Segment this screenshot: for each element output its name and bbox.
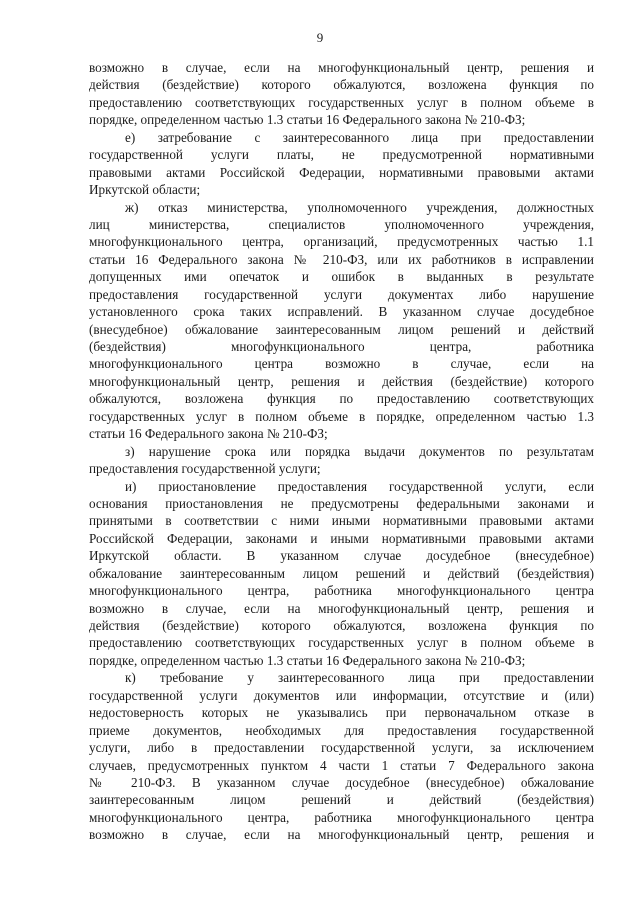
- page-number: 9: [316, 30, 324, 45]
- text-line: Российской Федерации, законами и иными нормативными правовыми актами: [89, 530, 594, 546]
- text-line: государственных услуг в полном объеме в порядке, определенном частью 1.3: [89, 408, 594, 424]
- text-line: приеме документов, необходимых для предоставления государственной: [89, 722, 594, 738]
- text-line: з) нарушение срока или порядка выдачи документов по результатам: [125, 443, 594, 459]
- text-line: предоставления государственной услуги документах либо нарушение: [89, 286, 594, 302]
- text-line: действия (бездействие) которого обжалуются, возложена функция по: [89, 77, 594, 93]
- text-line: предоставлению соответствующих государственных услуг в полном объеме в: [89, 94, 594, 110]
- text-line: допущенных ими опечаток и ошибок в выданных в результате: [89, 269, 594, 285]
- text-line: возможно в случае, если на многофункциональный центр, решения и: [89, 827, 594, 843]
- text-line: государственной услуги документов или информации, отсутствие и (или): [89, 687, 594, 703]
- text-line: статьи 16 Федерального закона № 210-ФЗ;: [89, 426, 328, 442]
- text-line: (бездействия) многофункционального центра, работника: [89, 339, 594, 354]
- text-line: статьи 16 Федерального закона № 210-ФЗ, или их работников в исправлении: [89, 251, 594, 267]
- text-line: возможно в случае, если на многофункциональный центр, решения и: [89, 600, 594, 616]
- text-line: лиц министерства, специалистов уполномоченного учреждения,: [89, 216, 594, 232]
- text-line: обжалование заинтересованным лицом решений и действий (бездействия): [89, 565, 594, 581]
- text-line: (внесудебное) обжалование заинтересованным лицом решений и действий: [89, 321, 594, 337]
- text-line: услуги, либо в предоставлении государственной услуги, за исключением: [89, 740, 594, 756]
- text-line: недостоверность которых не указывались при первоначальном отказе в: [89, 705, 594, 721]
- text-line: и) приостановление предоставления государственной услуги, если: [125, 478, 594, 494]
- text-line: государственной услуги платы, не предусмотренной нормативными: [89, 147, 594, 163]
- text-line: действия (бездействие) которого обжалуются, возложена функция по: [89, 618, 594, 633]
- text-line: основания приостановления не предусмотрены федеральными законами и: [89, 495, 594, 511]
- text-line: порядке, определенном частью 1.3 статьи 16 Федерального закона № 210-ФЗ;: [89, 652, 526, 668]
- text-line: многофункционального центра возможно в случае, если на: [89, 356, 594, 372]
- text-line: случаев, предусмотренных пунктом 4 части 1 статьи 7 Федерального закона: [89, 757, 594, 773]
- text-line: многофункционального центра, работника многофункционального центра: [89, 809, 594, 825]
- text-line: правовыми актами Российской Федерации, нормативными правовыми актами: [89, 164, 594, 180]
- text-line: многофункциональный центр, решения и действия (бездействие) которого: [89, 373, 594, 389]
- text-line: к) требование у заинтересованного лица при предоставлении: [125, 670, 594, 686]
- text-line: № 210-ФЗ. В указанном случае досудебное (внесудебное) обжалование: [89, 774, 594, 790]
- text-line: заинтересованным лицом решений и действий (бездействия): [89, 792, 594, 808]
- document-body: [89, 59, 594, 844]
- text-line: Иркутской области;: [89, 182, 201, 198]
- text-line: предоставления государственной услуги;: [89, 461, 321, 477]
- text-line: обжалуются, возложена функция по предоставлению соответствующих: [89, 391, 594, 407]
- text-line: е) затребование с заинтересованного лица при предоставлении: [125, 129, 594, 145]
- text-line: предоставлению соответствующих государственных услуг в полном объеме в: [89, 635, 594, 651]
- text-line: принятыми в соответствии с ними иными нормативными правовыми актами: [89, 513, 594, 529]
- text-line: многофункционального центра, работника многофункционального центра: [89, 583, 594, 599]
- text-line: Иркутской области. В указанном случае досудебное (внесудебное): [89, 548, 594, 564]
- text-line: многофункционального центра, организаций, предусмотренных частью 1.1: [89, 234, 594, 250]
- text-line: порядке, определенном частью 1.3 статьи 16 Федерального закона № 210-ФЗ;: [89, 112, 526, 128]
- text-line: возможно в случае, если на многофункциональный центр, решения и: [89, 60, 594, 75]
- text-line: установленного срока таких исправлений. В указанном случае досудебное: [89, 304, 594, 320]
- text-line: ж) отказ министерства, уполномоченного учреждения, должностных: [125, 199, 594, 215]
